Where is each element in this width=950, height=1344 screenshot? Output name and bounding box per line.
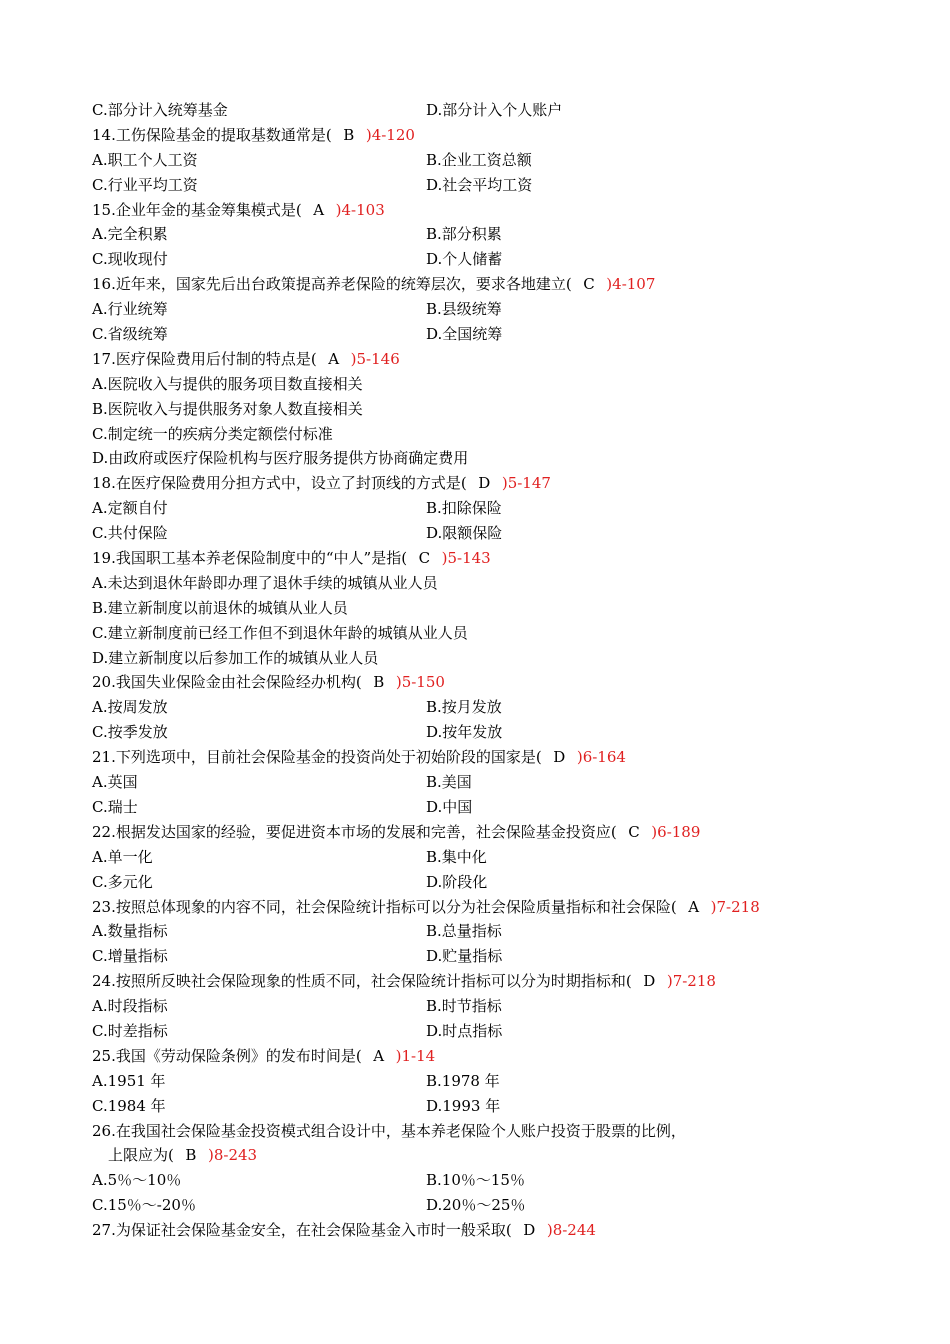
option-right: D.时点指标 [426, 1021, 503, 1040]
option-right: D.20％～25％ [426, 1196, 526, 1215]
option-right: D.全国统筹 [426, 325, 503, 344]
option-row [92, 173, 872, 198]
page-reference: )1-14 [395, 1046, 436, 1065]
question-text: 24.按照所反映社会保险现象的性质不同，社会保险统计指标可以分为时期指标和( [92, 972, 632, 991]
question-line [92, 895, 872, 920]
option-left: A.时段指标 [92, 997, 168, 1016]
option-left: C.15％～-20％ [92, 1196, 196, 1215]
option-right: B.企业工资总额 [426, 150, 532, 169]
question-line [92, 198, 872, 223]
question-text: 22.根据发达国家的经验，要促进资本市场的发展和完善，社会保险基金投资应( [92, 822, 617, 841]
question-line [92, 546, 872, 571]
question-line [92, 1218, 872, 1243]
text-line: D.由政府或医疗保险机构与医疗服务提供方协商确定费用 [92, 449, 469, 468]
document-page [92, 98, 872, 1243]
option-left: C.1984 年 [92, 1096, 166, 1115]
option-right: D.1993 年 [426, 1096, 501, 1115]
page-reference: )5-150 [395, 673, 445, 692]
question-line [92, 745, 872, 770]
page-reference: )6-164 [576, 748, 626, 767]
option-left: A.1951 年 [92, 1071, 166, 1090]
question-line [92, 471, 872, 496]
option-row [92, 919, 872, 944]
option-right: B.按月发放 [426, 698, 502, 717]
page-reference: )4-103 [335, 200, 385, 219]
question-line [92, 969, 872, 994]
text-line: A.未达到退休年龄即办理了退休手续的城镇从业人员 [92, 573, 438, 592]
answer-key: B [185, 1146, 197, 1165]
answer-key: A [688, 897, 700, 916]
page-reference: )4-107 [606, 275, 656, 294]
option-right: D.中国 [426, 797, 473, 816]
answer-key: A [373, 1046, 385, 1065]
option-left: A.按周发放 [92, 698, 168, 717]
question-text: 16.近年来，国家先后出台政策提高养老保险的统筹层次，要求各地建立( [92, 275, 572, 294]
option-right: B.10％～15％ [426, 1171, 525, 1190]
option-right: D.贮量指标 [426, 947, 503, 966]
option-row [92, 845, 872, 870]
answer-key: C [418, 549, 431, 568]
option-row [92, 322, 872, 347]
page-reference: )6-189 [651, 822, 701, 841]
question-line [92, 123, 872, 148]
option-right: D.部分计入个人账户 [426, 101, 563, 119]
option-row [92, 1069, 872, 1094]
text-line: C.制定统一的疾病分类定额偿付标准 [92, 424, 333, 443]
answer-key: B [373, 673, 385, 692]
answer-key: D [478, 474, 491, 493]
text-line: B.建立新制度以前退休的城镇从业人员 [92, 598, 348, 617]
option-row [92, 695, 872, 720]
question-text: 上限应为( [108, 1146, 174, 1165]
option-right: B.时节指标 [426, 997, 502, 1016]
option-left: C.时差指标 [92, 1021, 168, 1040]
option-right: B.1978 年 [426, 1071, 500, 1090]
answer-key: C [628, 822, 640, 841]
question-line [92, 820, 872, 845]
question-text: 15.企业年金的基金筹集模式是( [92, 200, 302, 219]
option-row [92, 297, 872, 322]
option-left: C.部分计入统筹基金 [92, 101, 228, 119]
option-right: D.个人储蓄 [426, 250, 503, 269]
answer-key: D [523, 1221, 536, 1240]
option-left: C.瑞士 [92, 797, 138, 816]
option-row [92, 944, 872, 969]
question-line [92, 1044, 872, 1069]
option-left: A.5％～10％ [92, 1171, 182, 1190]
option-row [92, 222, 872, 247]
option-row [92, 98, 872, 123]
page-reference: )5-146 [350, 349, 400, 368]
option-left: C.共付保险 [92, 524, 168, 543]
option-row [92, 994, 872, 1019]
option-right: B.部分积累 [426, 225, 502, 244]
question-text: 18.在医疗保险费用分担方式中，设立了封顶线的方式是( [92, 474, 467, 493]
question-text: 23.按照总体现象的内容不同，社会保险统计指标可以分为社会保险质量指标和社会保险( [92, 897, 677, 916]
option-right: D.按年发放 [426, 723, 503, 742]
option-left: C.按季发放 [92, 723, 168, 742]
option-row [92, 795, 872, 820]
option-row [92, 720, 872, 745]
question-text: 19.我国职工基本养老保险制度中的“中人”是指( [92, 549, 408, 568]
option-left: A.定额自付 [92, 499, 168, 518]
option-left: C.多元化 [92, 872, 153, 891]
question-text: 27.为保证社会保险基金安全，在社会保险基金入市时一般采取( [92, 1221, 512, 1240]
page-reference: )4-120 [365, 125, 415, 144]
question-text: 21.下列选项中，目前社会保险基金的投资尚处于初始阶段的国家是( [92, 748, 542, 767]
answer-key: B [343, 125, 355, 144]
text-line: D.建立新制度以后参加工作的城镇从业人员 [92, 648, 379, 667]
option-row [92, 247, 872, 272]
option-left: A.完全积累 [92, 225, 168, 244]
question-text: 17.医疗保险费用后付制的特点是( [92, 349, 317, 368]
option-left: A.数量指标 [92, 922, 168, 941]
question-line [92, 1143, 872, 1168]
option-right: D.阶段化 [426, 872, 488, 891]
answer-key: A [328, 349, 340, 368]
question-line [92, 670, 872, 695]
question-text: 20.我国失业保险金由社会保险经办机构( [92, 673, 362, 692]
text-line: 26.在我国社会保险基金投资模式组合设计中，基本养老保险个人账户投资于股票的比例， [92, 1121, 686, 1140]
option-right: B.扣除保险 [426, 499, 502, 518]
option-left: C.省级统筹 [92, 325, 168, 344]
page-reference: )7-218 [710, 897, 760, 916]
option-row [92, 148, 872, 173]
option-right: B.总量指标 [426, 922, 502, 941]
option-row [92, 1094, 872, 1119]
option-right: B.县级统筹 [426, 300, 502, 319]
option-left: C.行业平均工资 [92, 175, 198, 194]
text-line: C.建立新制度前已经工作但不到退休年龄的城镇从业人员 [92, 623, 468, 642]
option-left: A.职工个人工资 [92, 150, 198, 169]
option-left: A.行业统筹 [92, 300, 168, 319]
text-line: A.医院收入与提供的服务项目数直接相关 [92, 374, 363, 393]
option-row [92, 1019, 872, 1044]
option-row [92, 496, 872, 521]
option-right: B.集中化 [426, 847, 487, 866]
page-reference: )7-218 [666, 972, 716, 991]
option-row [92, 1193, 872, 1218]
question-line [92, 272, 872, 297]
option-left: A.单一化 [92, 847, 153, 866]
option-right: B.美国 [426, 773, 472, 792]
answer-key: D [553, 748, 566, 767]
question-text: 14.工伤保险基金的提取基数通常是( [92, 125, 332, 144]
option-left: C.增量指标 [92, 947, 168, 966]
option-row [92, 521, 872, 546]
answer-key: D [643, 972, 656, 991]
option-row [92, 1168, 872, 1193]
option-left: A.英国 [92, 773, 138, 792]
page-reference: )5-143 [441, 549, 491, 568]
option-right: D.社会平均工资 [426, 175, 533, 194]
page-reference: )8-243 [207, 1146, 258, 1165]
question-text: 25.我国《劳动保险条例》的发布时间是( [92, 1046, 362, 1065]
page-reference: )5-147 [501, 474, 551, 493]
answer-key: A [313, 200, 325, 219]
option-row [92, 770, 872, 795]
option-left: C.现收现付 [92, 250, 168, 269]
answer-key: C [583, 275, 595, 294]
option-right: D.限额保险 [426, 524, 503, 543]
question-line [92, 347, 872, 372]
page-reference: )8-244 [546, 1221, 596, 1240]
option-row [92, 870, 872, 895]
text-line: B.医院收入与提供服务对象人数直接相关 [92, 399, 363, 418]
